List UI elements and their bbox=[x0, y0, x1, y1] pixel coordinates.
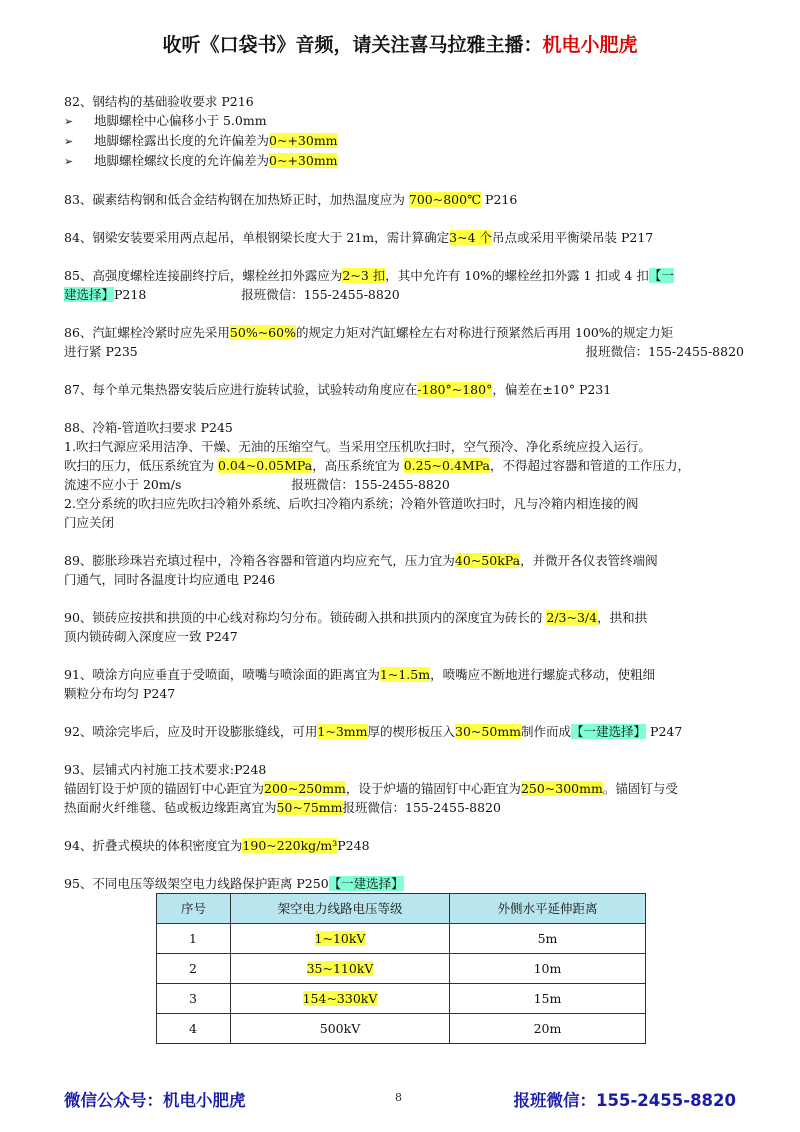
q91-line-1: 91、喷涂方向应垂直于受喷面，喷嘴与喷涂面的距离宜为1~1.5m，喷嘴应不断地进行螺旋式移动，使粗细 bbox=[64, 667, 656, 682]
q90-line-1: 90、锁砖应按拱和拱顶的中心线对称均匀分布。锁砖砌入拱和拱顶内的深度宜为砖长的 2/3~3/4，拱和拱 bbox=[64, 610, 648, 625]
table-cell: 500kV bbox=[231, 1014, 450, 1044]
q82-title: 82、钢结构的基础验收要求 P216 bbox=[64, 94, 254, 109]
q83: 83、碳素结构钢和低合金结构钢在加热矫正时，加热温度应为 700~800℃ P216 bbox=[64, 192, 518, 207]
highlight: 30~50mm bbox=[455, 724, 522, 739]
q88-line-2: 吹扫的压力，低压系统宜为 0.04~0.05MPa，高压系统宜为 0.25~0.4MPa，不得超过容器和管道的工作压力， bbox=[64, 458, 691, 473]
highlight: -180°~180° bbox=[417, 382, 493, 397]
q86-line-1: 86、汽缸螺栓冷紧时应先采用50%~60%的规定力矩对汽缸螺栓左右对称进行预紧然后再用 100%的规定力矩 bbox=[64, 325, 674, 340]
footer-wechat-account: 微信公众号：机电小肥虎 bbox=[64, 1091, 246, 1110]
page-content bbox=[64, 92, 744, 1044]
table-cell: 1~10kV bbox=[231, 924, 450, 954]
wechat-contact: 报班微信：155-2455-8820 bbox=[342, 800, 501, 815]
table-cell: 10m bbox=[450, 954, 646, 984]
q94: 94、折叠式模块的体积密度宜为190~220kg/m³P248 bbox=[64, 838, 370, 853]
q88-title: 88、冷箱-管道吹扫要求 P245 bbox=[64, 420, 233, 435]
q93-line-2: 热面耐火纤维毯、毡或板边缘距离宜为50~75mm报班微信：155-2455-8820 bbox=[64, 800, 501, 815]
highlight: 40~50kPa bbox=[454, 553, 521, 568]
page-number: 8 bbox=[395, 1091, 402, 1104]
highlight: 3~4 个 bbox=[449, 230, 492, 245]
q88-line-4: 2.空分系统的吹扫应先吹扫冷箱外系统、后吹扫冷箱内系统；冷箱外管道吹扫时，凡与冷箱内相连接的阀 bbox=[64, 496, 639, 511]
table-row bbox=[157, 924, 646, 954]
highlight: 50~75mm bbox=[276, 800, 343, 815]
arrow-bullet-icon: ➢ bbox=[64, 115, 74, 128]
table-cell: 154~330kV bbox=[231, 984, 450, 1014]
q82-bullet-1: ➢ 地脚螺栓中心偏移小于 5.0mm bbox=[64, 111, 744, 131]
q92: 92、喷涂完毕后，应及时开设膨胀缝线，可用1~3mm厚的楔形板压入30~50mm制作而成【一建选择】 P247 bbox=[64, 724, 683, 739]
page-header bbox=[0, 30, 800, 57]
highlight: 250~300mm bbox=[520, 781, 603, 796]
table-cell: 35~110kV bbox=[231, 954, 450, 984]
q85-line-1: 85、高强度螺栓连接副终拧后，螺栓丝扣外露应为2~3 扣，其中允许有 10%的螺栓丝扣外露 1 扣或 4 扣【一 bbox=[64, 268, 674, 283]
table-cell: 1 bbox=[157, 924, 231, 954]
wechat-contact: 报班微信：155-2455-8820 bbox=[241, 287, 400, 302]
q88-line-3: 流速不应小于 20m/s 报班微信：155-2455-8820 bbox=[64, 477, 450, 492]
highlight: 0~+30mm bbox=[269, 153, 338, 168]
q90-line-2: 顶内锁砖砌入深度应一致 P247 bbox=[64, 629, 238, 644]
q85-line-2: 建选择】P218 报班微信：155-2455-8820 bbox=[64, 287, 400, 302]
highlight: 700~800℃ bbox=[408, 192, 482, 207]
table-cell: 2 bbox=[157, 954, 231, 984]
q89-line-1: 89、膨胀珍珠岩充填过程中，冷箱各容器和管道内均应充气，压力宜为40~50kPa，并微开各仪表管终端阀 bbox=[64, 553, 658, 568]
arrow-bullet-icon: ➢ bbox=[64, 155, 74, 168]
q82-bullet-3: ➢ 地脚螺栓螺纹长度的允许偏差为0~+30mm bbox=[64, 151, 744, 171]
table-row bbox=[157, 984, 646, 1014]
highlight: 0~+30mm bbox=[269, 133, 338, 148]
table-header-cell: 架空电力线路电压等级 bbox=[231, 894, 450, 924]
header-prefix: 收听《口袋书》音频，请关注喜马拉雅主播： bbox=[162, 34, 543, 56]
q86-line-2: 进行紧 P235 报班微信：155-2455-8820 bbox=[64, 344, 744, 359]
tag-yijian: 【一建选择】 bbox=[571, 724, 647, 739]
tag-yijian: 建选择】 bbox=[64, 287, 115, 302]
q88-line-5: 门应关闭 bbox=[64, 515, 115, 530]
tag-yijian: 【一建选择】 bbox=[328, 876, 404, 891]
table-header-row bbox=[157, 894, 646, 924]
header-brand: 机电小肥虎 bbox=[542, 34, 638, 56]
q93-title: 93、层铺式内衬施工技术要求:P248 bbox=[64, 762, 267, 777]
highlight: 2/3~3/4 bbox=[546, 610, 598, 625]
table-cell: 5m bbox=[450, 924, 646, 954]
q88-line-1: 1.吹扫气源应采用洁净、干燥、无油的压缩空气。当采用空压机吹扫时，空气预冷、净化系统应投入运行。 bbox=[64, 439, 651, 454]
table-cell: 3 bbox=[157, 984, 231, 1014]
q89-line-2: 门通气，同时各温度计均应通电 P246 bbox=[64, 572, 276, 587]
table-cell: 4 bbox=[157, 1014, 231, 1044]
table-cell: 15m bbox=[450, 984, 646, 1014]
table-cell: 20m bbox=[450, 1014, 646, 1044]
table-row bbox=[157, 954, 646, 984]
table-row bbox=[157, 1014, 646, 1044]
highlight: 1~1.5m bbox=[379, 667, 431, 682]
voltage-distance-table bbox=[156, 893, 646, 1044]
highlight: 0.04~0.05MPa bbox=[217, 458, 313, 473]
q87: 87、每个单元集热器安装后应进行旋转试验，试验转动角度应在-180°~180°，偏差在±10° P231 bbox=[64, 382, 612, 397]
highlight: 200~250mm bbox=[264, 781, 346, 796]
table-header-cell: 序号 bbox=[157, 894, 231, 924]
q91-line-2: 颗粒分布均匀 P247 bbox=[64, 686, 176, 701]
highlight: 190~220kg/m³ bbox=[242, 838, 338, 853]
arrow-bullet-icon: ➢ bbox=[64, 135, 74, 148]
highlight: 0.25~0.4MPa bbox=[403, 458, 491, 473]
tag-yijian: 【一 bbox=[648, 268, 674, 283]
wechat-contact: 报班微信：155-2455-8820 bbox=[585, 344, 744, 359]
wechat-contact: 报班微信：155-2455-8820 bbox=[291, 477, 450, 492]
highlight: 50%~60% bbox=[229, 325, 296, 340]
highlight: 1~3mm bbox=[317, 724, 368, 739]
highlight: 2~3 扣 bbox=[342, 268, 386, 283]
footer-wechat-contact: 报班微信：155-2455-8820 bbox=[513, 1091, 736, 1110]
q93-line-1: 锚固钉设于炉顶的锚固钉中心距宜为200~250mm，设于炉墙的锚固钉中心距宜为250~300mm。锚固钉与受 bbox=[64, 781, 678, 796]
q82-bullet-2: ➢ 地脚螺栓露出长度的允许偏差为0~+30mm bbox=[64, 131, 744, 151]
q95-title: 95、不同电压等级架空电力线路保护距离 P250【一建选择】 bbox=[64, 876, 404, 891]
q84: 84、钢梁安装要采用两点起吊，单根钢梁长度大于 21m，需计算确定3~4 个吊点或采用平衡梁吊装 P217 bbox=[64, 230, 654, 245]
table-header-cell: 外侧水平延伸距离 bbox=[450, 894, 646, 924]
page-footer bbox=[0, 1087, 800, 1111]
